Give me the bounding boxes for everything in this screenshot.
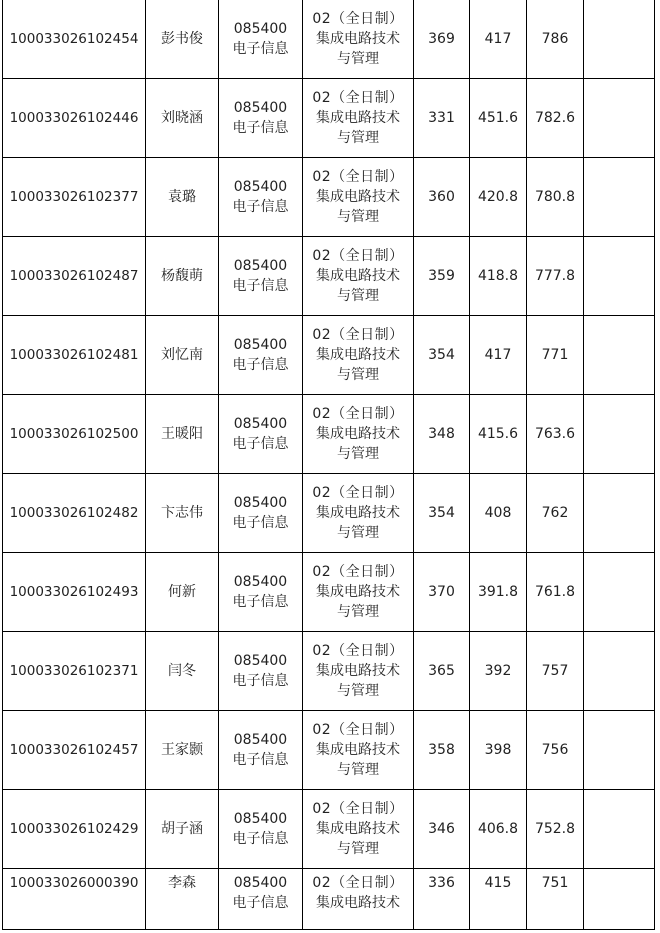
- first-round-score: 370: [428, 584, 455, 600]
- second-round-score: 406.8: [477, 821, 519, 837]
- major-code: 085400: [233, 732, 288, 748]
- candidate-name: 王家颢: [161, 742, 203, 758]
- major-cell: [219, 632, 303, 711]
- candidate-id-cell: [3, 316, 146, 395]
- second-round-score-cell: [470, 237, 527, 316]
- candidate-id-cell: [3, 869, 146, 930]
- major-cell: [219, 316, 303, 395]
- major-cell: [219, 158, 303, 237]
- second-round-score-cell: [470, 395, 527, 474]
- second-round-score: 398: [484, 742, 512, 758]
- table-body: [3, 0, 655, 930]
- major-cell: [219, 711, 303, 790]
- first-round-score-cell: [414, 79, 470, 158]
- first-round-score: 365: [428, 663, 455, 679]
- table-row: [3, 869, 655, 930]
- candidate-name: 刘晓涵: [161, 110, 203, 126]
- table-row: [3, 711, 655, 790]
- direction-line-1: 集成电路技术: [316, 189, 400, 205]
- direction-cell: [303, 869, 414, 930]
- candidate-name-cell: [146, 711, 219, 790]
- candidate-id-cell: [3, 237, 146, 316]
- second-round-score-cell: [470, 79, 527, 158]
- direction-line-2: 与管理: [337, 446, 379, 462]
- direction-line-2: 与管理: [337, 525, 379, 541]
- note-cell: [584, 869, 655, 930]
- first-round-score-cell: [414, 237, 470, 316]
- major-cell: [219, 553, 303, 632]
- table-row: [3, 395, 655, 474]
- note-cell: [584, 237, 655, 316]
- candidate-id: 100033026102500: [9, 426, 139, 442]
- major-code: 085400: [233, 258, 288, 274]
- total-score: 761.8: [534, 584, 576, 600]
- admission-score-table: [2, 0, 655, 930]
- total-score: 763.6: [534, 426, 576, 442]
- total-score-cell: [527, 632, 584, 711]
- major-name: 电子信息: [232, 120, 289, 136]
- total-score-cell: [527, 790, 584, 869]
- direction-line-2: 与管理: [337, 130, 379, 146]
- direction-cell: [303, 474, 414, 553]
- direction-line-1: 集成电路技术: [316, 347, 400, 363]
- table-row: [3, 0, 655, 79]
- second-round-score-cell: [470, 158, 527, 237]
- first-round-score-cell: [414, 632, 470, 711]
- table-row: [3, 79, 655, 158]
- candidate-name: 王暖阳: [161, 426, 203, 442]
- total-score-cell: [527, 553, 584, 632]
- table-row: [3, 553, 655, 632]
- direction-code: 02（全日制）: [312, 875, 404, 891]
- major-code: 085400: [233, 337, 288, 353]
- major-name: 电子信息: [232, 515, 289, 531]
- total-score: 786: [541, 31, 569, 47]
- direction-code: 02（全日制）: [312, 169, 404, 185]
- candidate-id: 100033026102377: [9, 189, 139, 205]
- first-round-score-cell: [414, 0, 470, 79]
- total-score: 757: [541, 663, 569, 679]
- total-score-cell: [527, 869, 584, 930]
- second-round-score-cell: [470, 553, 527, 632]
- candidate-name: 彭书俊: [161, 31, 203, 47]
- candidate-name: 李森: [168, 875, 196, 891]
- second-round-score: 417: [484, 347, 512, 363]
- major-name: 电子信息: [232, 436, 289, 452]
- major-code: 085400: [233, 495, 288, 511]
- direction-cell: [303, 237, 414, 316]
- candidate-name-cell: [146, 869, 219, 930]
- candidate-id: 100033026102493: [9, 584, 139, 600]
- first-round-score-cell: [414, 553, 470, 632]
- candidate-name-cell: [146, 474, 219, 553]
- candidate-id: 100033026102429: [9, 821, 139, 837]
- candidate-name-cell: [146, 790, 219, 869]
- note-cell: [584, 0, 655, 79]
- total-score: 762: [541, 505, 569, 521]
- major-name: 电子信息: [232, 278, 289, 294]
- note-cell: [584, 79, 655, 158]
- candidate-name: 卞志伟: [161, 505, 203, 521]
- table-row: [3, 474, 655, 553]
- candidate-id-cell: [3, 79, 146, 158]
- candidate-name: 袁璐: [168, 189, 196, 205]
- total-score-cell: [527, 158, 584, 237]
- second-round-score-cell: [470, 869, 527, 930]
- direction-cell: [303, 79, 414, 158]
- major-name: 电子信息: [232, 895, 289, 911]
- first-round-score: 358: [428, 742, 455, 758]
- second-round-score: 408: [484, 505, 512, 521]
- direction-line-1: 集成电路技术: [316, 742, 400, 758]
- second-round-score-cell: [470, 790, 527, 869]
- first-round-score-cell: [414, 395, 470, 474]
- direction-line-1: 集成电路技术: [316, 505, 400, 521]
- first-round-score-cell: [414, 711, 470, 790]
- direction-line-2: 与管理: [337, 288, 379, 304]
- candidate-id-cell: [3, 158, 146, 237]
- candidate-name-cell: [146, 395, 219, 474]
- major-code: 085400: [233, 179, 288, 195]
- major-cell: [219, 474, 303, 553]
- total-score: 771: [541, 347, 569, 363]
- direction-code: 02（全日制）: [312, 90, 404, 106]
- direction-line-2: 与管理: [337, 762, 379, 778]
- direction-line-1: 集成电路技术: [316, 31, 400, 47]
- candidate-id-cell: [3, 790, 146, 869]
- candidate-name-cell: [146, 553, 219, 632]
- major-cell: [219, 79, 303, 158]
- direction-code: 02（全日制）: [312, 248, 404, 264]
- major-cell: [219, 237, 303, 316]
- major-cell: [219, 0, 303, 79]
- candidate-name-cell: [146, 0, 219, 79]
- candidate-id: 100033026102482: [9, 505, 139, 521]
- direction-cell: [303, 316, 414, 395]
- second-round-score-cell: [470, 632, 527, 711]
- total-score-cell: [527, 0, 584, 79]
- first-round-score: 360: [428, 189, 455, 205]
- second-round-score: 418.8: [477, 268, 519, 284]
- table-row: [3, 158, 655, 237]
- candidate-id: 100033026102457: [9, 742, 139, 758]
- first-round-score: 354: [428, 347, 455, 363]
- candidate-id-cell: [3, 474, 146, 553]
- second-round-score: 415: [484, 875, 512, 891]
- direction-code: 02（全日制）: [312, 564, 404, 580]
- note-cell: [584, 474, 655, 553]
- direction-code: 02（全日制）: [312, 327, 404, 343]
- note-cell: [584, 158, 655, 237]
- direction-line-2: 与管理: [337, 209, 379, 225]
- first-round-score: 348: [428, 426, 455, 442]
- first-round-score-cell: [414, 474, 470, 553]
- major-code: 085400: [233, 574, 288, 590]
- direction-line-1: 集成电路技术: [316, 895, 400, 911]
- direction-code: 02（全日制）: [312, 801, 404, 817]
- first-round-score: 359: [428, 268, 455, 284]
- major-name: 电子信息: [232, 752, 289, 768]
- note-cell: [584, 711, 655, 790]
- second-round-score: 417: [484, 31, 512, 47]
- total-score: 756: [541, 742, 569, 758]
- major-name: 电子信息: [232, 594, 289, 610]
- total-score: 751: [541, 875, 569, 891]
- major-code: 085400: [233, 875, 288, 891]
- candidate-name: 闫冬: [168, 663, 196, 679]
- first-round-score-cell: [414, 316, 470, 395]
- total-score: 780.8: [534, 189, 576, 205]
- second-round-score: 420.8: [477, 189, 519, 205]
- direction-line-1: 集成电路技术: [316, 663, 400, 679]
- first-round-score: 331: [428, 110, 455, 126]
- major-code: 085400: [233, 100, 288, 116]
- first-round-score: 346: [428, 821, 455, 837]
- major-code: 085400: [233, 653, 288, 669]
- second-round-score: 415.6: [477, 426, 519, 442]
- major-cell: [219, 395, 303, 474]
- candidate-name: 胡子涵: [161, 821, 203, 837]
- candidate-id-cell: [3, 553, 146, 632]
- first-round-score: 336: [428, 875, 455, 891]
- table-row: [3, 790, 655, 869]
- direction-code: 02（全日制）: [312, 11, 404, 27]
- direction-code: 02（全日制）: [312, 722, 404, 738]
- major-name: 电子信息: [232, 357, 289, 373]
- total-score-cell: [527, 237, 584, 316]
- candidate-name-cell: [146, 158, 219, 237]
- candidate-name: 刘忆南: [161, 347, 203, 363]
- direction-line-1: 集成电路技术: [316, 268, 400, 284]
- candidate-id: 100033026102454: [9, 31, 139, 47]
- first-round-score-cell: [414, 790, 470, 869]
- table-row: [3, 316, 655, 395]
- candidate-id: 100033026102371: [9, 663, 139, 679]
- direction-line-2: 与管理: [337, 683, 379, 699]
- second-round-score: 451.6: [477, 110, 519, 126]
- total-score-cell: [527, 395, 584, 474]
- direction-line-1: 集成电路技术: [316, 584, 400, 600]
- major-code: 085400: [233, 811, 288, 827]
- major-name: 电子信息: [232, 41, 289, 57]
- first-round-score-cell: [414, 158, 470, 237]
- direction-cell: [303, 632, 414, 711]
- direction-line-2: 与管理: [337, 841, 379, 857]
- direction-code: 02（全日制）: [312, 485, 404, 501]
- direction-line-2: 与管理: [337, 51, 379, 67]
- first-round-score-cell: [414, 869, 470, 930]
- direction-cell: [303, 711, 414, 790]
- direction-cell: [303, 395, 414, 474]
- candidate-id: 100033026102481: [9, 347, 139, 363]
- candidate-name: 何新: [168, 584, 196, 600]
- candidate-id-cell: [3, 632, 146, 711]
- total-score-cell: [527, 474, 584, 553]
- direction-line-1: 集成电路技术: [316, 821, 400, 837]
- candidate-id: 100033026102487: [9, 268, 139, 284]
- major-code: 085400: [233, 21, 288, 37]
- second-round-score-cell: [470, 316, 527, 395]
- total-score-cell: [527, 79, 584, 158]
- major-cell: [219, 869, 303, 930]
- second-round-score-cell: [470, 474, 527, 553]
- total-score: 782.6: [534, 110, 576, 126]
- note-cell: [584, 316, 655, 395]
- candidate-id-cell: [3, 395, 146, 474]
- candidate-id: 100033026000390: [9, 875, 139, 891]
- total-score: 777.8: [534, 268, 576, 284]
- major-name: 电子信息: [232, 831, 289, 847]
- candidate-name-cell: [146, 237, 219, 316]
- first-round-score: 369: [428, 31, 455, 47]
- total-score: 752.8: [534, 821, 576, 837]
- second-round-score-cell: [470, 0, 527, 79]
- first-round-score: 354: [428, 505, 455, 521]
- direction-line-1: 集成电路技术: [316, 426, 400, 442]
- note-cell: [584, 553, 655, 632]
- direction-cell: [303, 158, 414, 237]
- note-cell: [584, 790, 655, 869]
- direction-cell: [303, 0, 414, 79]
- major-code: 085400: [233, 416, 288, 432]
- candidate-name: 杨馥萌: [161, 268, 203, 284]
- direction-line-2: 与管理: [337, 604, 379, 620]
- candidate-name-cell: [146, 316, 219, 395]
- candidate-id-cell: [3, 711, 146, 790]
- total-score-cell: [527, 316, 584, 395]
- candidate-id: 100033026102446: [9, 110, 139, 126]
- direction-line-2: 与管理: [337, 367, 379, 383]
- major-cell: [219, 790, 303, 869]
- table-row: [3, 632, 655, 711]
- direction-cell: [303, 790, 414, 869]
- major-name: 电子信息: [232, 673, 289, 689]
- direction-cell: [303, 553, 414, 632]
- note-cell: [584, 395, 655, 474]
- second-round-score: 391.8: [477, 584, 519, 600]
- major-name: 电子信息: [232, 199, 289, 215]
- candidate-id-cell: [3, 0, 146, 79]
- note-cell: [584, 632, 655, 711]
- direction-line-1: 集成电路技术: [316, 110, 400, 126]
- candidate-name-cell: [146, 632, 219, 711]
- direction-code: 02（全日制）: [312, 643, 404, 659]
- total-score-cell: [527, 711, 584, 790]
- second-round-score-cell: [470, 711, 527, 790]
- candidate-name-cell: [146, 79, 219, 158]
- direction-code: 02（全日制）: [312, 406, 404, 422]
- table-row: [3, 237, 655, 316]
- second-round-score: 392: [484, 663, 512, 679]
